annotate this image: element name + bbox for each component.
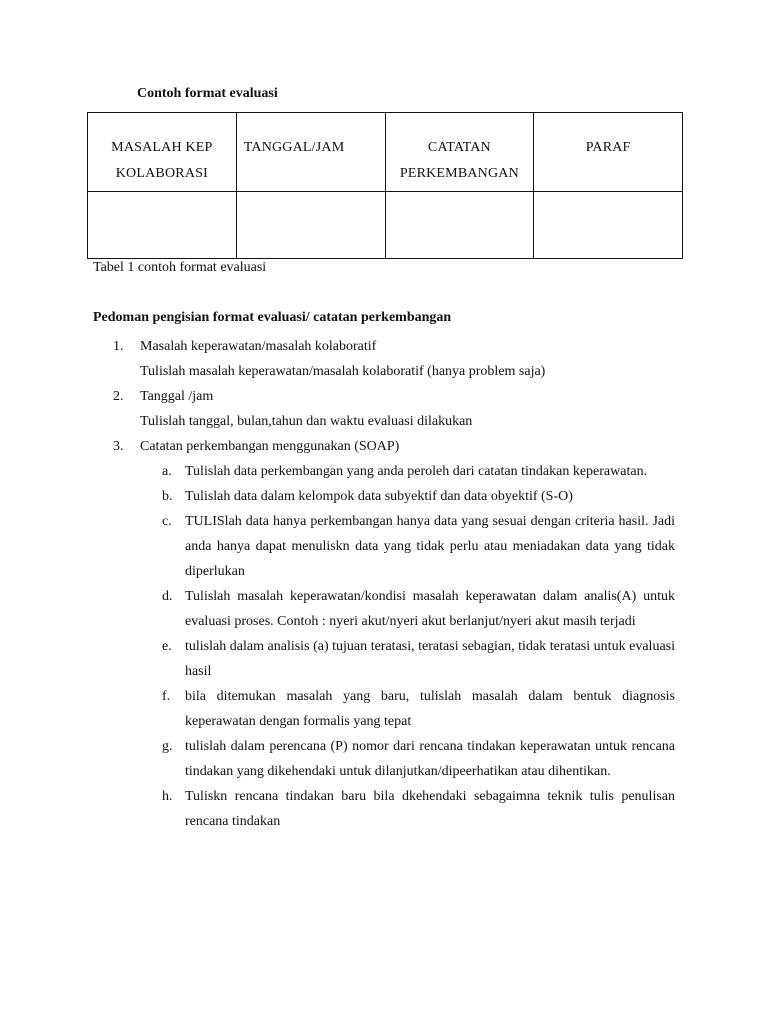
header-line: TANGGAL/JAM xyxy=(243,140,345,155)
header-catatan-perkembangan xyxy=(385,113,534,192)
header-line: PARAF xyxy=(585,140,631,155)
sub-list-letter: e. xyxy=(162,639,172,654)
sub-list-item xyxy=(140,634,675,684)
sub-list-text: Tulislah data perkembangan yang anda peroleh dari catatan tindakan keperawatan. xyxy=(185,464,648,479)
list-item-desc: Tulislah tanggal, bulan,tahun dan waktu evaluasi dilakukan xyxy=(140,414,473,429)
page-title: Contoh format evaluasi xyxy=(137,86,278,101)
soap-sublist xyxy=(140,459,675,834)
sub-list-item xyxy=(140,459,675,484)
sub-list-item xyxy=(140,734,675,784)
list-number: 1. xyxy=(113,339,124,354)
list-item-title: Tanggal /jam xyxy=(140,389,214,404)
sub-list-item xyxy=(140,509,675,584)
list-item xyxy=(113,434,675,834)
sub-list-letter: f. xyxy=(162,689,171,704)
table-row xyxy=(88,192,683,259)
sub-list-item xyxy=(140,684,675,734)
sub-list-text: Tulislah masalah keperawatan/kondisi masalah keperawatan dalam analis(A) untuk evaluasi proses. Contoh : nyeri akut/nyeri akut berlanjut/nyeri akut masih terjadi xyxy=(185,589,675,629)
sub-list-item xyxy=(140,784,675,834)
header-line: CATATAN xyxy=(427,140,491,155)
sub-list-letter: b. xyxy=(162,489,173,504)
list-number: 3. xyxy=(113,439,124,454)
evaluation-format-table xyxy=(87,112,683,259)
list-item-title: Masalah keperawatan/masalah kolaboratif xyxy=(140,339,377,354)
sub-list-letter: g. xyxy=(162,739,173,754)
list-item-desc: Tulislah masalah keperawatan/masalah kolaboratif (hanya problem saja) xyxy=(140,364,546,379)
list-number: 2. xyxy=(113,389,124,404)
guideline-list xyxy=(113,334,675,834)
header-tanggal-jam xyxy=(236,113,385,192)
sub-list-text: TULISlah data hanya perkembangan hanya data yang sesuai dengan criteria hasil. Jadi anda hanya dapat menuliskn data yang tidak perlu atau meniadakan data yang tidak diperlukan xyxy=(185,514,675,579)
table-cell xyxy=(385,192,534,259)
section-title: Pedoman pengisian format evaluasi/ catatan perkembangan xyxy=(93,310,452,325)
table-header-row xyxy=(88,113,683,192)
header-line: KOLABORASI xyxy=(115,166,208,181)
sub-list-item xyxy=(140,584,675,634)
sub-list-text: tulislah dalam analisis (a) tujuan teratasi, teratasi sebagian, tidak teratasi untuk evaluasi hasil xyxy=(185,639,675,679)
header-line: MASALAH KEP xyxy=(111,140,213,155)
header-line: PERKEMBANGAN xyxy=(399,166,519,181)
sub-list-letter: a. xyxy=(162,464,172,479)
sub-list-text: Tuliskn rencana tindakan baru bila dkehendaki sebagaimna teknik tulis penulisan rencana tindakan xyxy=(185,789,675,829)
list-item xyxy=(113,334,675,384)
header-masalah-kep-kolaborasi xyxy=(88,113,237,192)
sub-list-text: tulislah dalam perencana (P) nomor dari rencana tindakan keperawatan untuk rencana tindakan yang dikehendaki untuk dilanjutkan/dipeerhatikan atau dihentikan. xyxy=(185,739,675,779)
sub-list-text: bila ditemukan masalah yang baru, tulislah masalah dalam bentuk diagnosis keperawatan dengan formalis yang tepat xyxy=(185,689,675,729)
table-caption: Tabel 1 contoh format evaluasi xyxy=(93,260,267,275)
table-cell xyxy=(88,192,237,259)
list-item xyxy=(113,384,675,434)
table-cell xyxy=(236,192,385,259)
header-paraf xyxy=(534,113,683,192)
sub-list-item xyxy=(140,484,675,509)
sub-list-letter: c. xyxy=(162,514,172,529)
table-cell xyxy=(534,192,683,259)
list-item-title: Catatan perkembangan menggunakan (SOAP) xyxy=(140,439,400,454)
sub-list-text: Tulislah data dalam kelompok data subyektif dan data obyektif (S-O) xyxy=(185,489,573,504)
sub-list-letter: d. xyxy=(162,589,173,604)
sub-list-letter: h. xyxy=(162,789,173,804)
